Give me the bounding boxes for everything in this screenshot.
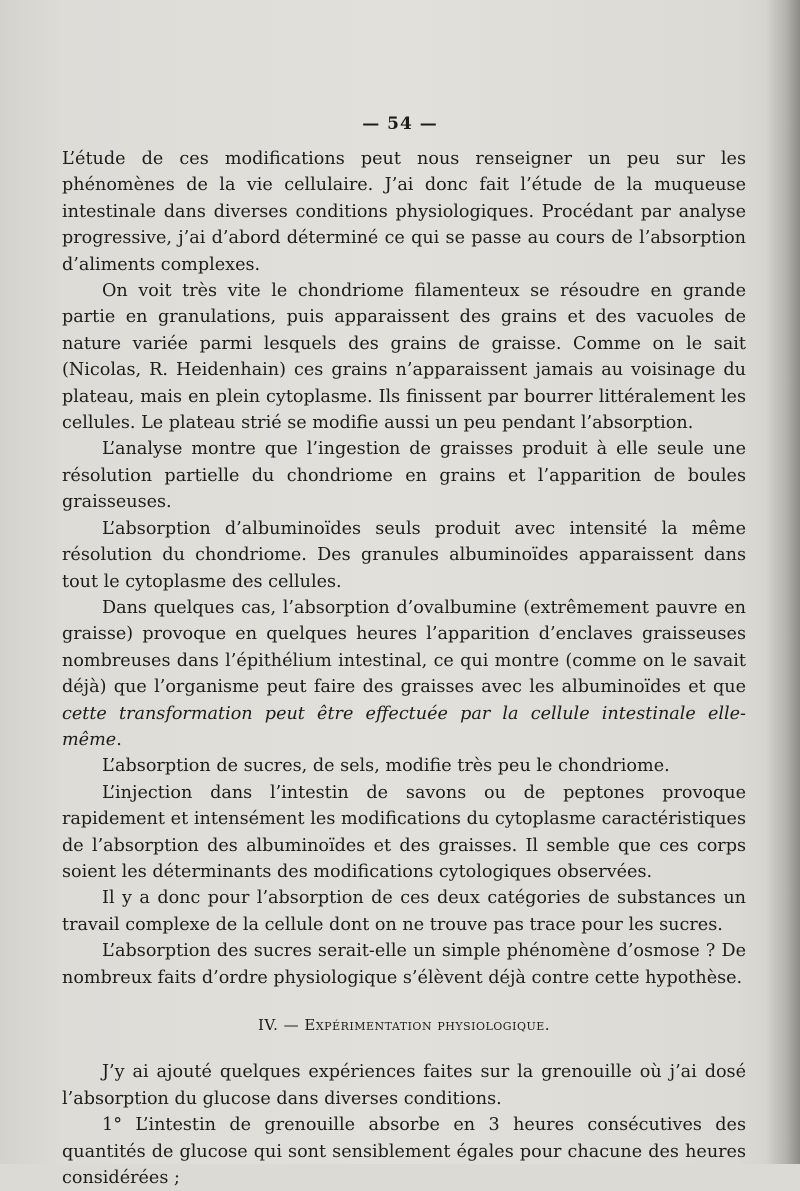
- page-edge-shadow: [766, 0, 800, 1164]
- section-heading: [62, 1012, 746, 1038]
- section-title: Expérimentation physiologique.: [304, 1016, 551, 1034]
- paragraph-2: On voit très vite le chondriome filamenteux se résoudre en grande partie en granulations, puis apparaissent des grains et des vacuoles de nature variée parmi lesquels des grains de graisse. Comme on le sait (Nicolas, R. Heidenhain) ces grains n’apparaissent jamais au voisinage du plateau, mais en plein cytoplasme. Ils finissent par bourrer littéralement les cellules. Le plateau strié se modifie aussi un peu pendant l’absorption.: [62, 281, 746, 434]
- paragraph-11: 1° L’intestin de grenouille absorbe en 3 heures consécutives des quantités de glucose qui sont sensiblement égales pour chacune des heures considérées ;: [62, 1115, 746, 1189]
- paragraph-8: Il y a donc pour l’absorption de ces deux catégories de substances un travail complexe de la cellule dont on ne trouve pas trace pour les sucres.: [62, 888, 746, 935]
- paragraph-10: J’y ai ajouté quelques expériences faites sur la grenouille où j’ai dosé l’absorption du glucose dans diverses conditions.: [62, 1062, 746, 1109]
- paragraph-1: L’étude de ces modifications peut nous renseigner un peu sur les phénomènes de la vie cellulaire. J’ai donc fait l’étude de la muqueuse intestinale dans diverses conditions physiologiques. Procédant par analyse progressive, j’ai d’abord déterminé ce qui se passe au cours de l’absorption d’aliments complexes.: [62, 149, 746, 275]
- page-number: — 54 —: [362, 114, 438, 134]
- body-text: [62, 146, 746, 1191]
- paragraph-5-end: .: [116, 729, 122, 750]
- paragraph-5: [62, 595, 746, 753]
- paragraph-3: L’analyse montre que l’ingestion de graisses produit à elle seule une résolution partielle du chondriome en grains et l’apparition de boules graisseuses.: [62, 439, 746, 513]
- paragraph-5-italic: cette transformation peut être effectuée par la cellule intestinale elle-même: [62, 703, 746, 750]
- paragraph-4: L’absorption d’albuminoïdes seuls produit avec intensité la même résolution du chondriome. Des granules albuminoïdes apparaissent dans tout le cytoplasme des cellules.: [62, 518, 746, 592]
- paragraph-9: L’absorption des sucres serait-elle un simple phénomène d’osmose ? De nombreux faits d’ordre physiologique s’élèvent déjà contre cette hypothèse.: [62, 941, 746, 988]
- paragraph-7: L’injection dans l’intestin de savons ou de peptones provoque rapidement et intensément les modifications du cytoplasme caractéristiques de l’absorption des albuminoïdes et des graisses. Il semble que ces corps soient les déterminants des modifications cytologiques observées.: [62, 782, 746, 882]
- section-number: IV. —: [257, 1016, 300, 1034]
- paragraph-5-text: Dans quelques cas, l’absorption d’ovalbumine (extrêmement pauvre en graisse) provoque en quelques heures l’apparition d’enclaves graisseuses nombreuses dans l’épithélium intestinal, ce qui montre (comme on le savait déjà) que l’organisme peut faire des graisses avec les albuminoïdes et que: [62, 597, 746, 698]
- paragraph-6: L’absorption de sucres, de sels, modifie très peu le chondriome.: [102, 756, 670, 777]
